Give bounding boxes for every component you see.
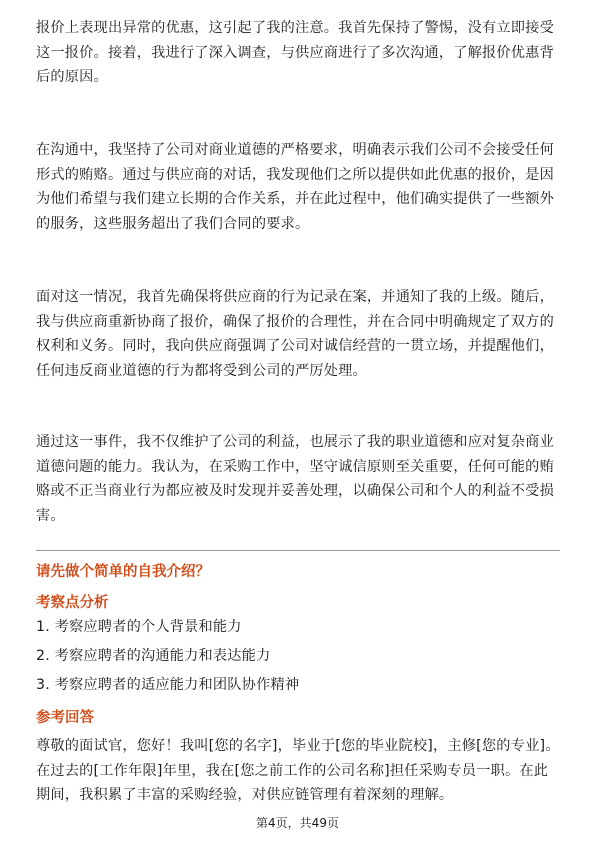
body-paragraph-4: 通过这一事件，我不仅维护了公司的利益，也展示了我的职业道德和应对复杂商业道德问题的能力。我认为，在采购工作中，坚守诚信原则至关重要，任何可能的贿赂或不正当商业行为都应被及时发现并妥善处理，以确保公司和个人的利益不受损害。 <box>36 434 554 524</box>
reference-answer: 尊敬的面试官，您好！我叫[您的名字]，毕业于[您的毕业院校]，主修[您的专业]。在过去的[工作年限]年里，我在[您之前工作的公司名称]担任采购专员一职。在此期间，我积累了丰富的采购经验，对供应链管理有着深刻的理解。 <box>36 738 560 803</box>
reference-title: 参考回答 <box>36 710 94 726</box>
page-number: 第4页，共49页 <box>256 816 339 830</box>
section-divider <box>36 550 560 551</box>
body-paragraph-1: 报价上表现出异常的优惠，这引起了我的注意。我首先保持了警惕，没有立即接受这一报价。接着，我进行了深入调查，与供应商进行了多次沟通，了解报价优惠背后的原因。 <box>36 20 554 85</box>
body-paragraph-3: 面对这一情况，我首先确保将供应商的行为记录在案，并通知了我的上级。随后，我与供应商重新协商了报价，确保了报价的合理性，并在合同中明确规定了双方的权利和义务。同时，我向供应商强调了公司对诚信经营的一贯立场，并提醒他们，任何违反商业道德的行为都将受到公司的严厉处理。 <box>36 289 554 379</box>
analysis-item-3: 3. 考察应聘者的适应能力和团队协作精神 <box>36 677 300 693</box>
question-heading: 请先做个简单的自我介绍？ <box>36 564 210 580</box>
body-paragraph-2: 在沟通中，我坚持了公司对商业道德的严格要求，明确表示我们公司不会接受任何形式的贿赂。通过与供应商的对话，我发现他们之所以提供如此优惠的报价，是因为他们希望与我们建立长期的合作关系，并在此过程中，他们确实提供了一些额外的服务，这些服务超出了我们合同的要求。 <box>36 142 554 232</box>
analysis-item-1: 1. 考察应聘者的个人背景和能力 <box>36 619 242 635</box>
analysis-item-2: 2. 考察应聘者的沟通能力和表达能力 <box>36 648 271 664</box>
analysis-title: 考察点分析 <box>36 595 109 611</box>
